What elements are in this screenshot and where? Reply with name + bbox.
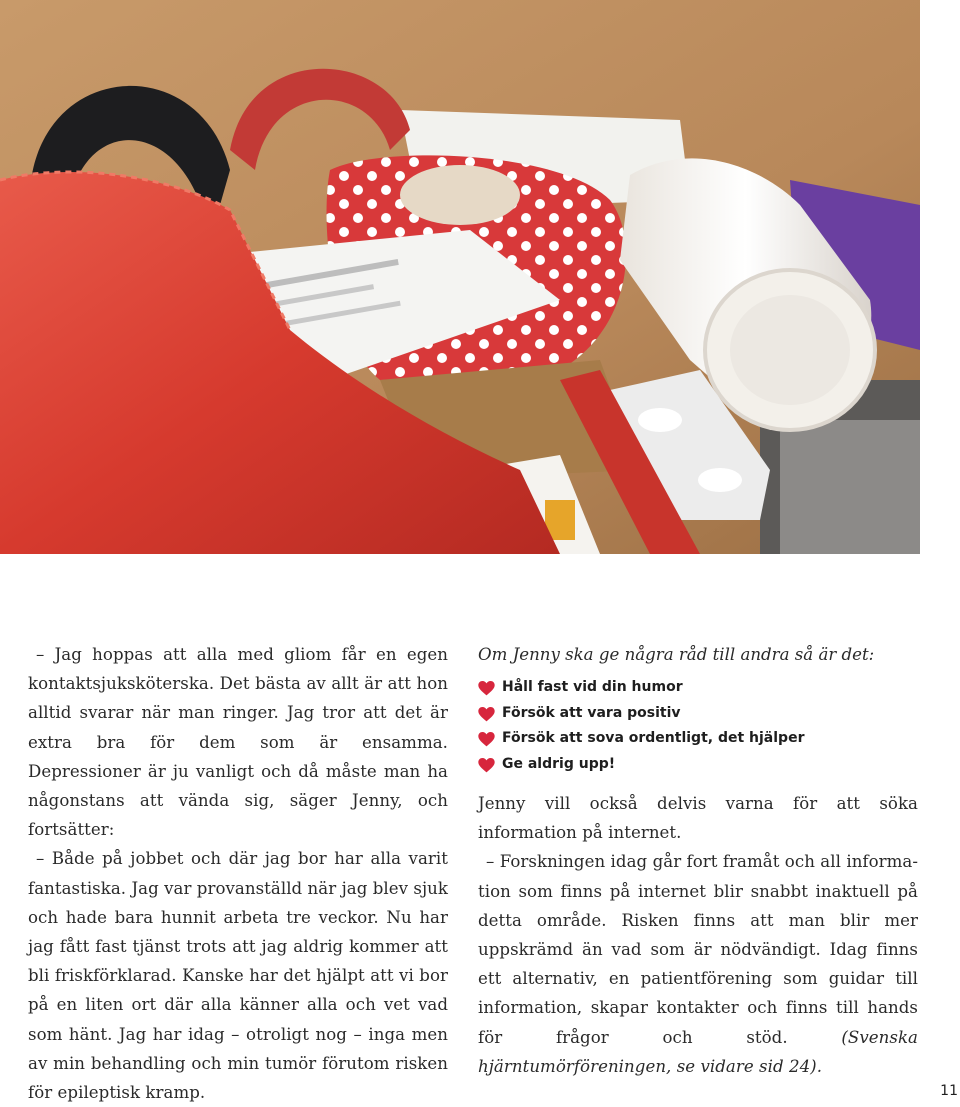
left-column xyxy=(28,640,448,1107)
right-paragraph-2-text: – Forskningen idag går fort framåt och all information som finns på internet blir snabbt inaktuell på detta område. Risken finns att man blir mer uppskrämd än vad som är nödvändigt. Idag finns ett alternativ, en patientförening som guidar till information, skapar kontakter och finns till hands för frågor och stöd. xyxy=(478,852,918,1047)
list-item xyxy=(478,726,918,752)
list-item xyxy=(478,701,918,727)
heart-icon xyxy=(478,681,495,696)
tip-text: Försök att vara positiv xyxy=(502,704,681,721)
page-number: 11 xyxy=(940,1083,958,1099)
advice-intro: Om Jenny ska ge några råd till andra så är det: xyxy=(478,645,875,664)
hero-photo xyxy=(0,0,920,554)
advice-list xyxy=(478,675,918,777)
source-note: (Svenska hjärntumörföreningen, se vidare sid 24). xyxy=(478,1027,918,1076)
left-paragraph-1: – Jag hoppas att alla med gliom får en egen kontaktsjuksköterska. Det bästa av allt är att hon alltid svarar när man ringer. Jag tror att det är extra bra för dem som är ensamma. Depressioner är ju vanligt och då måste man ha någonstans att vända sig, säger Jenny, och fortsätter: xyxy=(28,645,448,840)
tip-text: Håll fast vid din humor xyxy=(502,679,683,695)
list-item xyxy=(478,752,918,778)
right-paragraph-2 xyxy=(478,847,918,1081)
photo-illustration xyxy=(0,0,920,554)
right-column xyxy=(478,640,918,1081)
tip-text: Försök att sova ordentligt, det hjälper xyxy=(502,730,805,746)
left-paragraph-2: – Både på jobbet och där jag bor har alla varit fantastiska. Jag var provanställd när jag blev sjuk och hade bara hunnit arbeta tre veckor. Nu har jag fått fast tjänst trots att jag aldrig kommer att bli friskförklarad. Kanske har det hjälpt att vi bor på en liten ort där alla känner alla och vet vad som hänt. Jag har idag – otroligt nog – inga men av min behandling och min tumör förutom risken för epileptisk kramp. xyxy=(28,849,448,1103)
heart-icon xyxy=(478,732,495,747)
heart-icon xyxy=(478,758,495,773)
heart-icon xyxy=(478,707,495,722)
list-item xyxy=(478,675,918,701)
right-paragraph-1: Jenny vill också delvis varna för att söka information på internet. xyxy=(478,794,918,843)
tip-text: Ge aldrig upp! xyxy=(502,755,616,772)
